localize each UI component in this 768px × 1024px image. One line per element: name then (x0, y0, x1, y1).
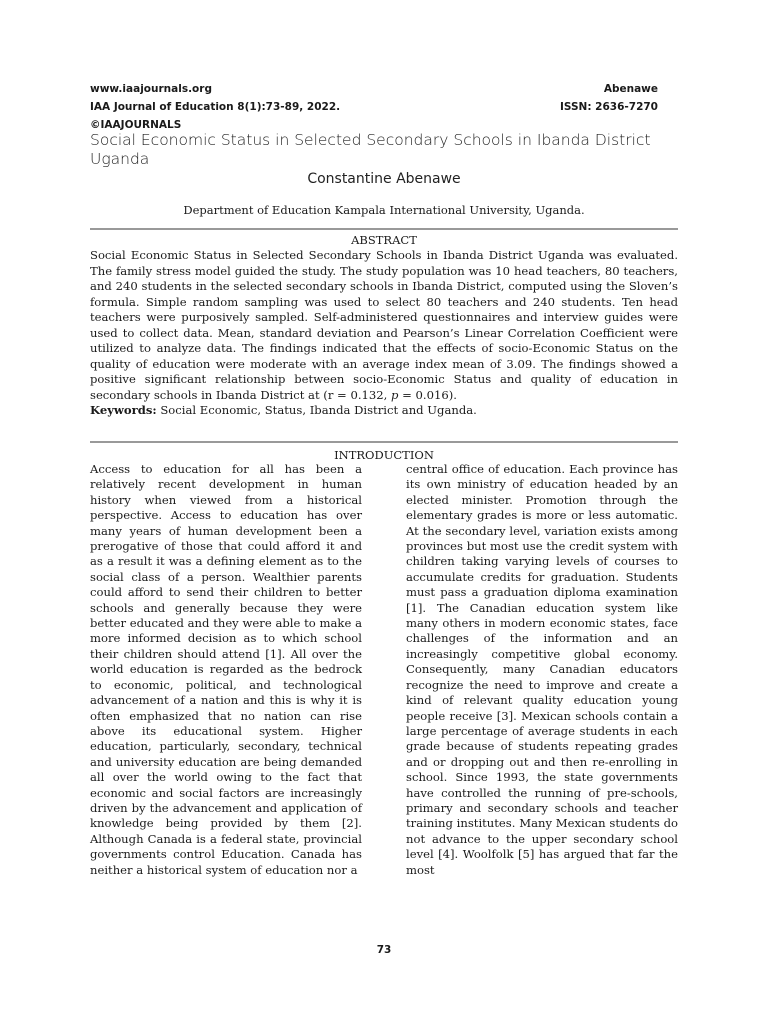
keywords-line (90, 403, 678, 419)
keywords-text: Social Economic, Status, Ibanda District and Uganda. (156, 403, 477, 417)
header-row-2 (90, 98, 658, 116)
journal-citation: IAA Journal of Education 8(1):73-89, 2022. (90, 101, 341, 113)
page-number: 73 (376, 944, 392, 956)
affiliation: Department of Education Kampala International University, Uganda. (183, 203, 585, 217)
abstract-heading: ABSTRACT (351, 233, 417, 247)
running-header (90, 80, 658, 134)
abstract-text-end: = 0.016). (398, 387, 457, 402)
keywords-label: Keywords: (90, 403, 157, 417)
abstract-bottom-rule (90, 441, 678, 443)
header-row-1 (90, 80, 658, 98)
journal-website-link[interactable]: www.iaajournals.org (90, 83, 212, 95)
abstract-text: Social Economic Status in Selected Secondary Schools in Ibanda District Uganda was evaluated. The family stress model guided the study. The study population was 10 head teachers, 80 teachers, and 240 students in the selected secondary schools in Ibanda District, computed using the Sloven’s formula. Simple random sampling was used to select 80 teachers and 240 students. Ten head teachers were purposively sampled. Self-administered questionnaires and interview guides were used to collect data. Mean, standard deviation and Pearson’s Linear Correlation Coefficient were utilized to analyze data. The findings indicated that the effects of socio-Economic Status on the quality of education were moderate with an average index mean of 3.09. The findings showed a positive significant relationship between socio-Economic Status and quality of education in secondary schools in Ibanda District at (r = 0.132, (90, 248, 678, 402)
header-author: Abenawe (603, 83, 658, 95)
introduction-heading: INTRODUCTION (334, 448, 434, 462)
abstract-body (90, 248, 678, 403)
abstract-top-rule (90, 228, 678, 230)
introduction-right-column: central office of education. Each province has its own ministry of education headed by an elected minister. Promotion through the elementary grades is more or less automatic. At the secondary level, variation exists among provinces but most use the credit system with children taking varying levels of courses to accumulate credits for graduation. Students must pass a graduation diploma examination [1]. The Canadian education system like many others in modern economic states, face challenges of the information and an increasingly competitive global economy. Consequently, many Canadian educators recognize the need to improve and create a kind of relevant quality education young people receive [3]. Mexican schools contain a large percentage of average students in each grade because of students repeating grades and or dropping out and then re-enrolling in school. Since 1993, the state governments have controlled the running of pre-schools, primary and secondary schools and teacher training institutes. Many Mexican students do not advance to the upper secondary school level [4]. Woolfolk [5] has argued that far the most (406, 462, 678, 877)
introduction-left-column: Access to education for all has been a relatively recent development in human history when viewed from a historical perspective. Access to education has over many years of human development been a prerogative of those that could afford it and as a result it was a defining element as to the social class of a person. Wealthier parents could afford to send their children to better schools and generally because they were better educated and they were able to make a more informed decision as to which school their children should attend [1]. All over the world education is regarded as the bedrock to economic, political, and technological advancement of a nation and this is why it is often emphasized that no nation can rise above its educational system. Higher education, particularly, secondary, technical and university education are being demanded all over the world owing to the fact that economic and social factors are increasingly driven by the advancement and application of knowledge being provided by them [2]. Although Canada is a federal state, provincial governments control Education. Canada has neither a historical system of education nor a (90, 462, 362, 877)
issn: ISSN: 2636-7270 (559, 101, 658, 113)
copyright: ©IAAJOURNALS (90, 119, 182, 131)
paper-title: Social Economic Status in Selected Secondary Schools in Ibanda District Uganda (90, 131, 651, 168)
author-name: Constantine Abenawe (307, 171, 461, 187)
p-value-symbol: p (391, 387, 399, 402)
abstract-section (90, 248, 678, 419)
